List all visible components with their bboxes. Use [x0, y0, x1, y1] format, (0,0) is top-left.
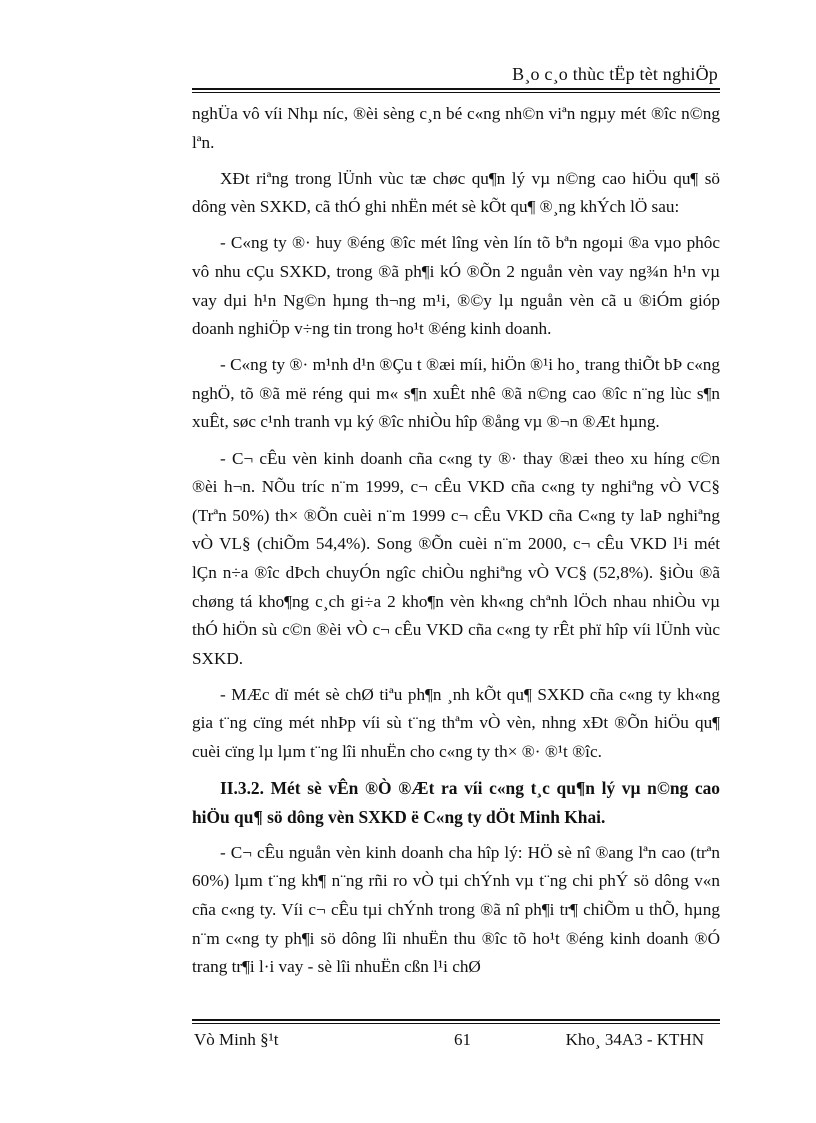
- page-footer: [192, 1030, 720, 1054]
- footer-rule-thick: [192, 1019, 720, 1021]
- header-rule-thin: [192, 92, 720, 93]
- report-header-title: B¸o c¸o thùc tËp tèt nghiÖp: [512, 64, 718, 84]
- footer-page-number: 61: [454, 1030, 471, 1049]
- section-heading: II.3.2. Mét sè vÊn ®Ò ®Æt ra víi c«ng t¸c qu¶n lý vµ n©ng cao hiÖu qu¶ sö dông vèn SXKD ë C«ng ty dÖt Minh Khai.: [192, 778, 720, 827]
- paragraph-intro: XÐt riªng trong lÜnh vùc tæ chøc qu¶n lý vµ n©ng cao hiÖu qu¶ sö dông vèn SXKD, cã thÓ ghi nhËn mét sè kÕt qu¶ ®¸ng khÝch lÖ sau:: [192, 168, 720, 217]
- paragraph-bullet: - C«ng ty ®· m¹nh d¹n ®Çu t ®æi míi, hiÖn ®¹i ho¸ trang thiÕt bÞ c«ng nghÖ, tõ ®ã më réng qui m« s¶n xuÊt nhê ®ã n©ng cao ®îc n¨ng lùc s¶n xuÊt, søc c¹nh tranh vµ ký ®îc nhiÒu hîp ®ång vµ ®¬n ®Æt hµng.: [192, 355, 720, 432]
- footer-author: Vò Minh §¹t: [194, 1030, 279, 1049]
- paragraph-bullet: - C«ng ty ®· huy ®éng ®îc mét lîng vèn lín tõ bªn ngoµi ®a vµo phôc vô nhu cÇu SXKD, trong ®ã ph¶i kÓ ®Õn 2 nguån vèn vay ng¾n h¹n vµ vay dµi h¹n Ng©n hµng th¬ng m¹i, ®©y lµ nguån vèn cã u ®iÓm gióp doanh nghiÖp v÷ng tin trong ho¹t ®éng kinh doanh.: [192, 233, 720, 339]
- footer-rule-thin: [192, 1023, 720, 1024]
- paragraph-bullet: - C¬ cÊu vèn kinh doanh cña c«ng ty ®· thay ®æi theo xu híng c©n ®èi h¬n. NÕu tríc n¨m 1999, c¬ cÊu VKD cña c«ng ty nghiªng vÒ VC§ (Trªn 50%) th× ®Õn cuèi n¨m 1999 c¬ cÊu VKD cña C«ng ty laÞ nghiªng vÒ VL§ (chiÕm 54,4%). Song ®Õn cuèi n¨m 2000, c¬ cÊu VKD l¹i mét lÇn n÷a ®îc dÞch chuyÓn ngîc chiÒu nghiªng vÒ VC§ (52,8%). §iÒu ®ã chøng tá kho¶ng c¸ch gi÷a 2 kho¶n vèn kh«ng chªnh lÖch nhau nhiÒu vµ thÓ hiÖn sù c©n ®èi vÒ c¬ cÊu VKD cña c«ng ty rÊt phï hîp víi lÜnh vùc SXKD.: [192, 448, 720, 668]
- paragraph-bullet: - MÆc dï mét sè chØ tiªu ph¶n ¸nh kÕt qu¶ SXKD cña c«ng ty kh«ng gia t¨ng cïng mét nhÞp víi sù t¨ng thªm vÒ vèn, nhng xÐt ®Õn hiÖu qu¶ cuèi cïng lµ lµm t¨ng lîi nhuËn cho c«ng ty th× ®· ®¹t ®îc.: [192, 684, 720, 761]
- page-content: [192, 100, 720, 989]
- paragraph-bullet: - C¬ cÊu nguån vèn kinh doanh cha hîp lý: HÖ sè nî ®ang lªn cao (trªn 60%) lµm t¨ng kh¶ n¨ng rñi ro vÒ tµi chÝnh vµ t¨ng chi phÝ sö dông v«n cña c«ng ty. Víi c¬ cÊu tµi chÝnh trong ®ã nî ph¶i tr¶ chiÕm u thÕ, hµng n¨m c«ng ty ph¶i sö dông lîi nhuËn thu ®îc tõ ho¹t ®éng kinh doanh ®Ó trang tr¶i l·i vay - sè lîi nhuËn cßn l¹i chØ: [192, 842, 720, 977]
- header-rule-thick: [192, 88, 720, 90]
- paragraph-continuation: nghÜa vô víi Nhµ níc, ®èi sèng c¸n bé c«ng nh©n viªn ngµy mét ®îc n©ng lªn.: [192, 104, 720, 152]
- footer-class-info: Kho¸ 34A3 - KTHN: [565, 1030, 704, 1049]
